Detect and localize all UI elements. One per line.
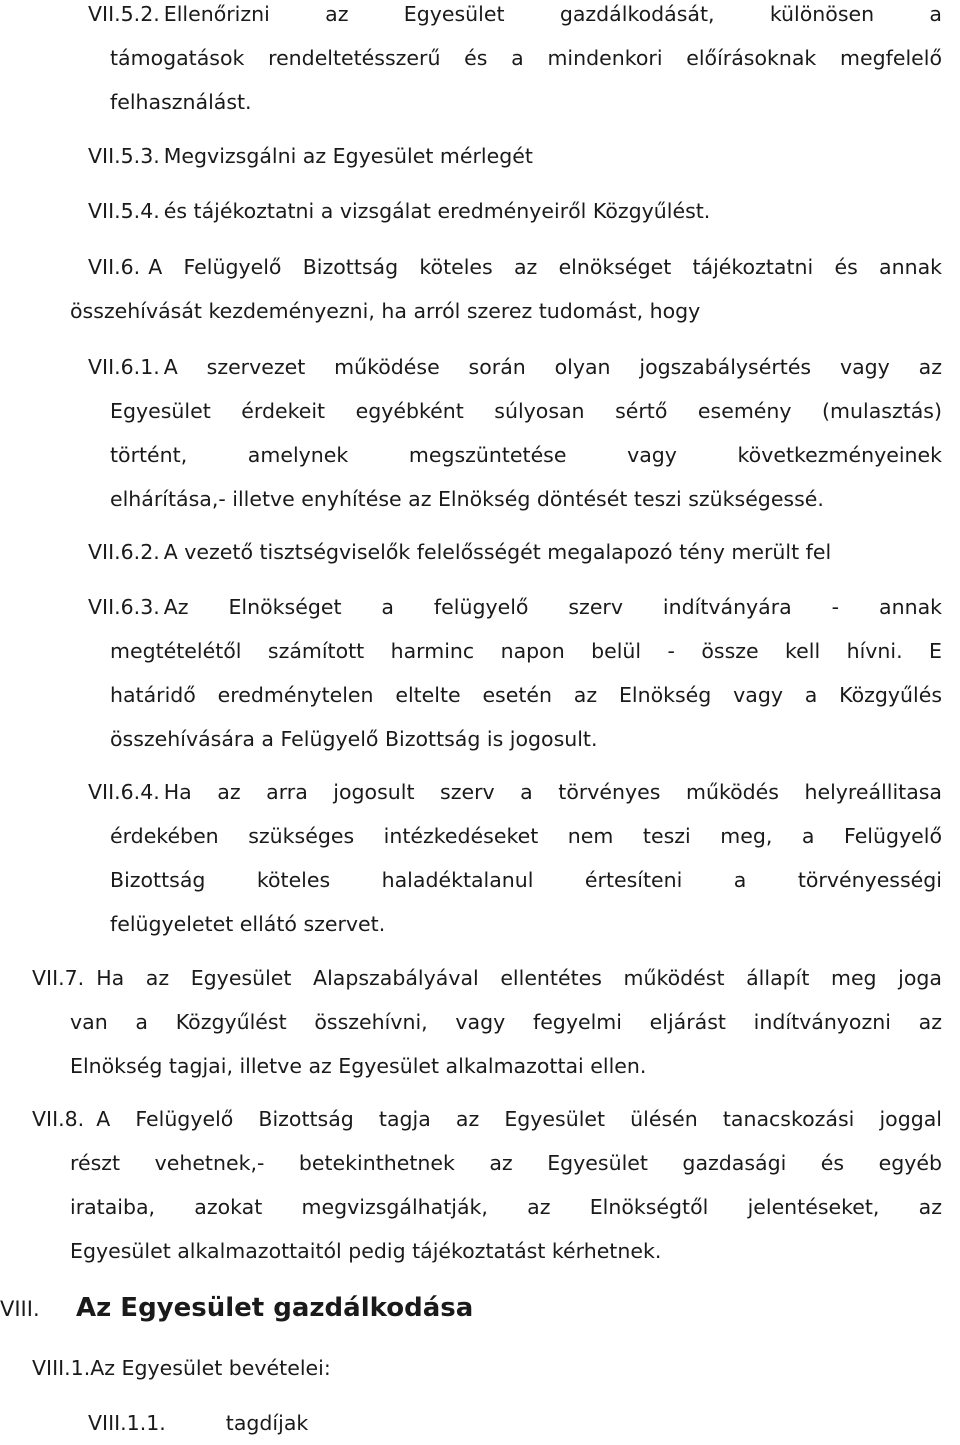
section-text: Megvizsgálni az Egyesület mérlegét: [163, 144, 533, 168]
section-vii-6-4: [88, 770, 942, 946]
section-text-line: Az Elnökséget a felügyelő szerv indítványára - annak: [163, 595, 942, 619]
section-text-line: Ellenőrizni az Egyesület gazdálkodását, különösen a: [163, 2, 942, 26]
section-text-line: Egyesület alkalmazottaitól pedig tájékoztatást kérhetnek.: [70, 1239, 662, 1263]
chapter-number: VIII.: [0, 1297, 40, 1321]
section-text-line: irataiba, azokat megvizsgálhatják, az Elnökségtől jelentéseket, az: [70, 1195, 942, 1219]
section-text-line: felhasználást.: [110, 90, 252, 114]
section-text-line: Ha az arra jogosult szerv a törvényes működés helyreállitasa: [163, 780, 942, 804]
section-text: A vezető tisztségviselők felelősségét megalapozó tény merült fel: [163, 540, 832, 564]
section-vii-6-1: [88, 345, 942, 521]
section-text: Az Egyesület bevételei:: [90, 1356, 331, 1380]
section-vii-6-2: [88, 530, 942, 574]
section-text: tagdíjak: [225, 1411, 309, 1435]
section-text-line: felügyeletet ellátó szervet.: [110, 912, 386, 936]
section-text-line: Egyesület érdekeit egyébként súlyosan sértő esemény (mulasztás): [110, 399, 942, 423]
section-number: VII.7.: [32, 966, 85, 990]
section-number: VIII.1.1.: [88, 1411, 166, 1435]
section-number: VII.6.1.: [88, 355, 160, 379]
section-number: VII.5.2.: [88, 2, 160, 26]
section-vii-5-3: [88, 134, 942, 178]
section-text-line: részt vehetnek,- betekinthetnek az Egyesület gazdasági és egyéb: [70, 1151, 942, 1175]
section-text-line: A szervezet működése során olyan jogszabálysértés vagy az: [163, 355, 942, 379]
section-vii-5-2: [88, 0, 942, 124]
section-text: és tájékoztatni a vizsgálat eredményeiről Közgyűlést.: [163, 199, 711, 223]
section-text-line: történt, amelynek megszüntetése vagy következményeinek: [110, 443, 942, 467]
section-viii-1: [32, 1346, 331, 1390]
section-number: VIII.1.: [32, 1356, 91, 1380]
section-number: VII.6.4.: [88, 780, 160, 804]
section-vii-5-4: [88, 189, 942, 233]
section-vii-8: [32, 1097, 942, 1273]
section-number: VII.5.3.: [88, 144, 160, 168]
section-text-line: A Felügyelő Bizottság tagja az Egyesület ülésén tanacskozási joggal: [96, 1107, 942, 1131]
section-vii-7: [32, 956, 942, 1088]
section-number: VII.6.3.: [88, 595, 160, 619]
section-text-line: Bizottság köteles haladéktalanul értesíteni a törvényességi: [110, 868, 942, 892]
section-vii-6: [88, 245, 942, 289]
section-number: VII.8.: [32, 1107, 85, 1131]
section-text-line: van a Közgyűlést összehívni, vagy fegyelmi eljárást indítványozni az: [70, 1010, 942, 1034]
section-text-line: elhárítása,- illetve enyhítése az Elnökség döntését teszi szükségessé.: [110, 487, 824, 511]
section-text-line: A Felügyelő Bizottság köteles az elnökséget tájékoztatni és annak: [148, 255, 942, 279]
section-vii-6-3: [88, 585, 942, 761]
section-text-line: támogatások rendeltetésszerű és a mindenkori előírásoknak megfelelő: [110, 46, 942, 70]
section-number: VII.5.4.: [88, 199, 160, 223]
section-text-line: határidő eredménytelen eltelte esetén az Elnökség vagy a Közgyűlés: [110, 683, 942, 707]
chapter-title: Az Egyesület gazdálkodása: [76, 1293, 474, 1323]
section-viii-1-1: [88, 1401, 308, 1445]
section-text-line: Ha az Egyesület Alapszabályával ellentétes működést állapít meg joga: [96, 966, 942, 990]
section-number: VII.6.: [88, 255, 141, 279]
section-text-line: érdekében szükséges intézkedéseket nem teszi meg, a Felügyelő: [110, 824, 942, 848]
section-text-line: összehívására a Felügyelő Bizottság is jogosult.: [110, 727, 598, 751]
section-number: VII.6.2.: [88, 540, 160, 564]
section-text-line: megtételétől számított harminc napon belül - össze kell hívni. E: [110, 639, 942, 663]
section-text-line: összehívását kezdeményezni, ha arról szerez tudomást, hogy: [70, 299, 701, 323]
section-text-line: Elnökség tagjai, illetve az Egyesület alkalmazottai ellen.: [70, 1054, 647, 1078]
